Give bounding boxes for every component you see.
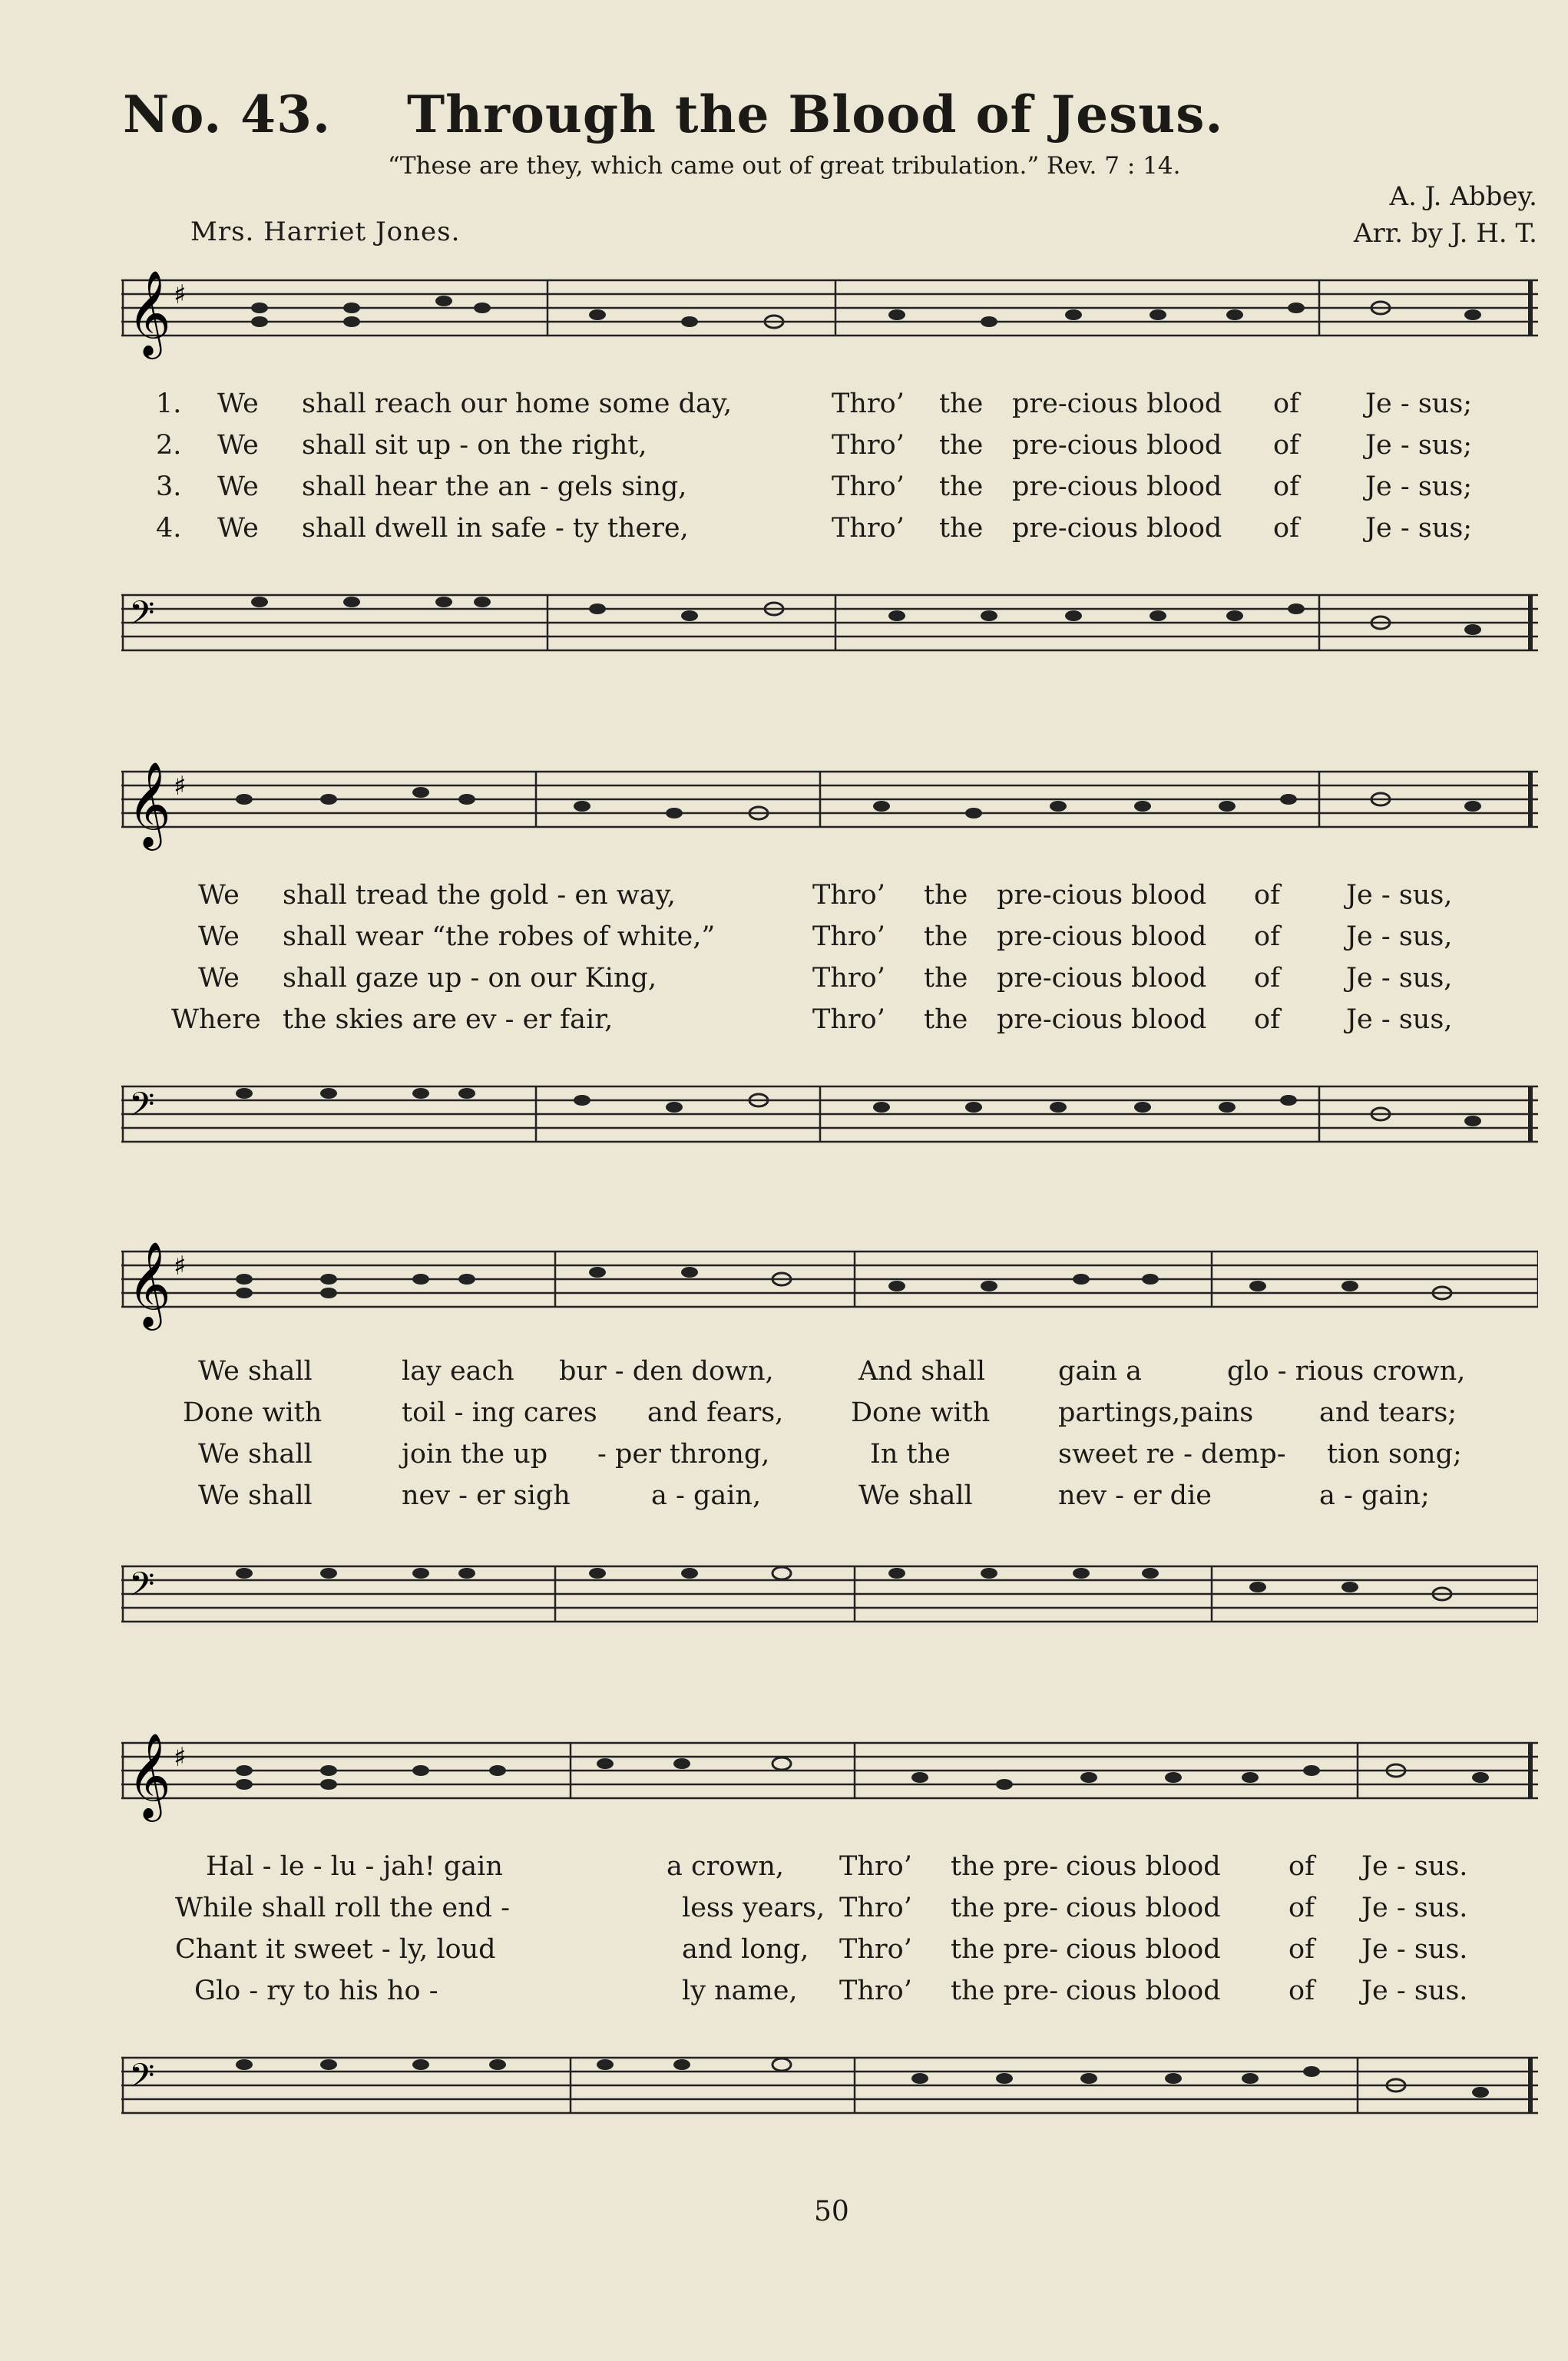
music-system-4 [121, 1728, 1538, 2122]
lyric-line: Done with toil - ing cares and fears, Done with partings,pains and tears; [183, 1397, 1457, 1428]
lyricist-credit: Mrs. Harriet Jones. [190, 217, 461, 247]
treble-clef-icon: 𝄞 [127, 1241, 171, 1327]
composer-credit: A. J. Abbey. [1389, 181, 1537, 212]
svg-text:♯: ♯ [174, 1251, 187, 1281]
hymn-title-row [123, 84, 1543, 144]
treble-staff [121, 1728, 1538, 1818]
bass-staff-graphic [121, 2042, 1538, 2150]
composer-credits [1354, 178, 1537, 252]
lyric-line: Chant it sweet - ly, loud and long, Thro’ the pre- cious blood of Je - sus. [175, 1934, 1468, 1965]
music-system-2 [121, 756, 1538, 1151]
lyric-line: Where the skies are ev - er fair, Thro’ the pre-cious blood of Je - sus, [171, 1004, 1453, 1035]
bass-staff [121, 580, 1538, 660]
lyrics-block [121, 383, 1538, 549]
lyric-line: While shall roll the end - less years, Thro’ the pre- cious blood of Je - sus. [175, 1893, 1468, 1923]
lyric-line: 2. We shall sit up - on the right, Thro’ the pre-cious blood of Je - sus; [156, 430, 1473, 461]
treble-staff-graphic [121, 1236, 1538, 1344]
bass-clef-icon: 𝄢 [129, 594, 155, 640]
lyric-line: We shall tread the gold - en way, Thro’ the pre-cious blood of Je - sus, [198, 880, 1453, 911]
lyric-line: Hal - le - lu - jah! gain a crown, Thro’ the pre- cious blood of Je - sus. [206, 1851, 1468, 1882]
arranger-credit: Arr. by J. H. T. [1353, 218, 1537, 249]
lyrics-block [121, 1846, 1538, 2012]
lyric-line: 4. We shall dwell in safe - ty there, Thro’ the pre-cious blood of Je - sus; [156, 513, 1473, 544]
treble-staff-graphic [121, 1728, 1538, 1835]
treble-clef-icon: 𝄞 [127, 761, 171, 847]
lyrics-block [121, 875, 1538, 1040]
bass-staff [121, 2042, 1538, 2122]
lyric-line: 1. We shall reach our home some day, Thro’ the pre-cious blood of Je - sus; [156, 389, 1473, 419]
svg-text:♯: ♯ [174, 771, 187, 802]
lyric-line: We shall gaze up - on our King, Thro’ the pre-cious blood of Je - sus, [198, 963, 1453, 994]
scripture-epigraph: “These are they, which came out of great tribulation.” Rev. 7 : 14. [388, 152, 1181, 180]
treble-staff-graphic [121, 265, 1538, 372]
lyric-line: Glo - ry to his ho - ly name, Thro’ the pre- cious blood of Je - sus. [194, 1976, 1468, 2006]
lyric-line: We shall nev - er sigh a - gain, We shall nev - er die a - gain; [198, 1480, 1430, 1511]
bass-staff-graphic [121, 1071, 1538, 1179]
music-system-1 [121, 265, 1538, 660]
treble-clef-icon: 𝄞 [127, 269, 171, 355]
bass-staff [121, 1551, 1538, 1631]
lyric-line: We shall lay each bur - den down, And shall gain a glo - rious crown, [198, 1356, 1466, 1387]
lyric-line: We shall wear “the robes of white,” Thro’ the pre-cious blood of Je - sus, [198, 921, 1453, 952]
treble-staff-graphic [121, 756, 1538, 864]
page-number: 50 [814, 2196, 849, 2227]
svg-text:♯: ♯ [174, 279, 187, 310]
bass-clef-icon: 𝄢 [129, 1566, 155, 1612]
bass-clef-icon: 𝄢 [129, 1086, 155, 1132]
svg-text:♯: ♯ [174, 1742, 187, 1773]
lyric-line: 3. We shall hear the an - gels sing, Thro’ the pre-cious blood of Je - sus; [156, 471, 1473, 502]
treble-staff [121, 1236, 1538, 1327]
treble-staff [121, 265, 1538, 355]
bass-clef-icon: 𝄢 [129, 2057, 155, 2103]
bass-staff-graphic [121, 580, 1538, 687]
hymn-title: Through the Blood of Jesus. [407, 84, 1224, 144]
lyrics-block [121, 1351, 1538, 1516]
treble-clef-icon: 𝄞 [127, 1732, 171, 1818]
treble-staff [121, 756, 1538, 847]
music-system-3 [121, 1236, 1538, 1631]
bass-staff [121, 1071, 1538, 1151]
lyric-line: We shall join the up - per throng, In the sweet re - demp- tion song; [198, 1439, 1462, 1470]
hymn-number: No. 43. [123, 84, 331, 144]
bass-staff-graphic [121, 1551, 1538, 1658]
